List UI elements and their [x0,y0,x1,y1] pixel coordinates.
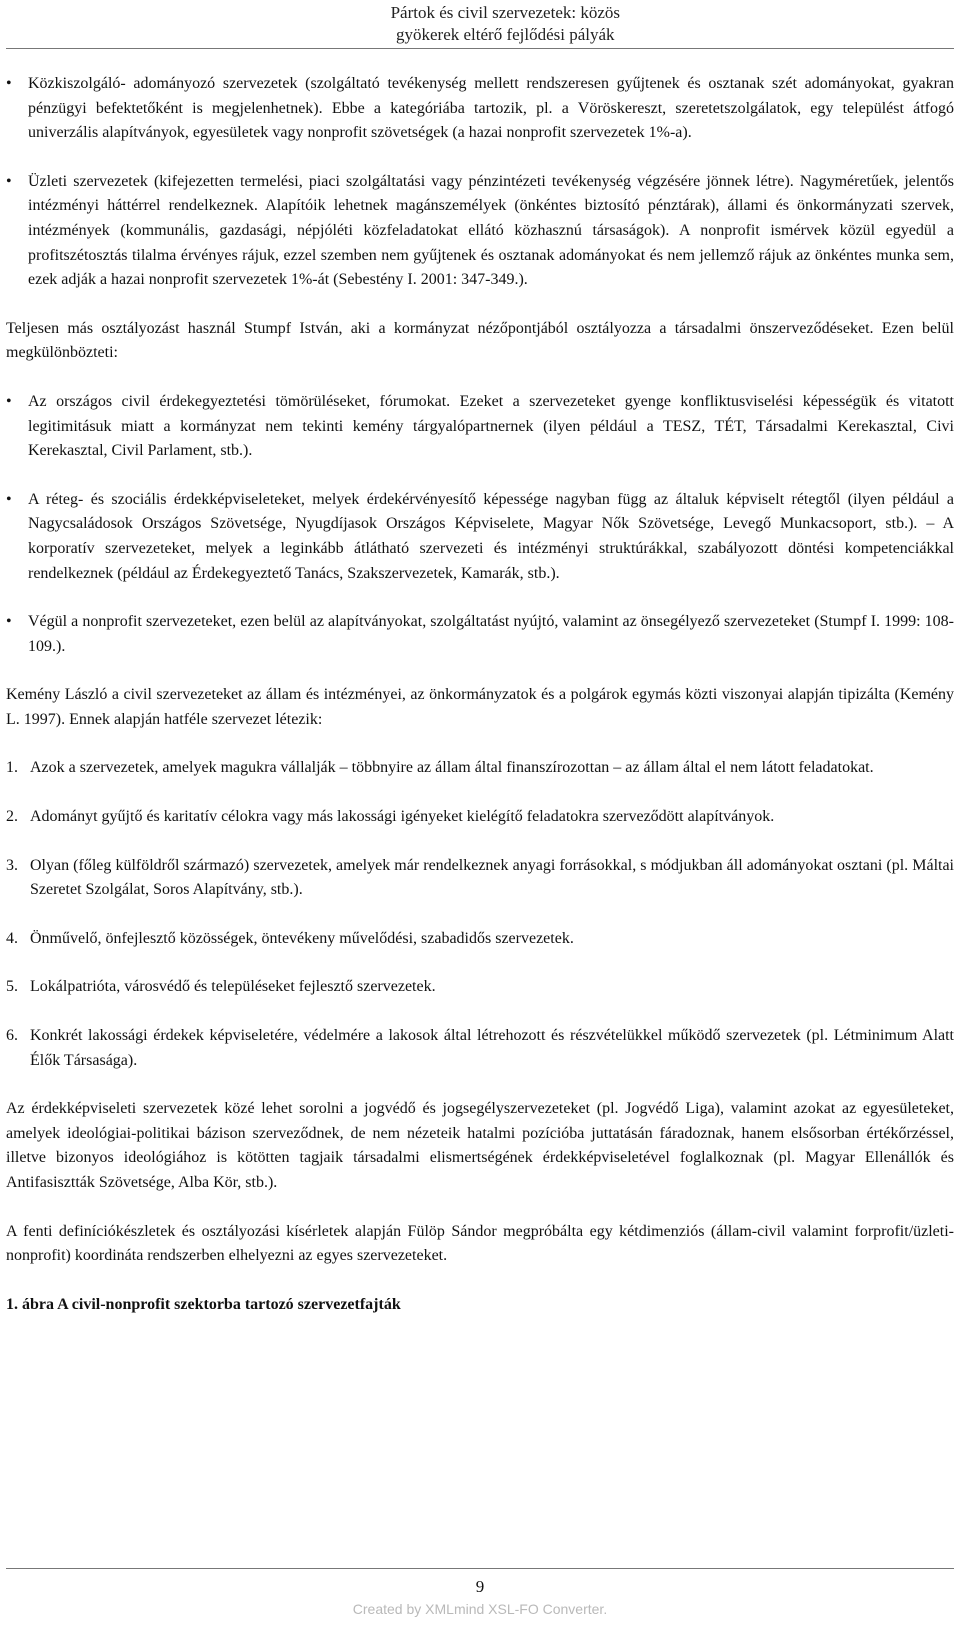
bullet-text: Végül a nonprofit szervezeteket, ezen belül az alapítványokat, szolgáltatást nyújtó, valamint az önsegélyező szervezeteket (Stumpf I. 1999: 108-109.). [28,613,954,655]
bullet-mark: • [6,392,12,410]
item-number: 6. [6,1027,18,1045]
item-text: Konkrét lakossági érdekek képviseletére, védelmére a lakosok által létrehozott és részvételükkel működő szervezetek (pl. Létminimum Alatt Élők Társasága). [30,1027,954,1069]
item-number: 5. [6,978,18,996]
bullet-text: A réteg- és szociális érdekképviseleteket, melyek érdekérvényesítő képessége nagyban függ az általuk képviselt rétegtől (ilyen például a Nagycsaládosok Országos Szövetsége, Nyugdíjasok Országos Képviselete, Magyar Nők Szövetsége, Levegő Munkacsoport, stb.). – A korporatív szervezeteket, melyek a leginkább átlátható szervezeti és intézményi struktúrákkal, szabályozott döntési kompetenciákkal rendelkeznek (például az Érdekegyeztető Tanács, Szakszervezetek, Kamarák, stb.). [28,490,954,582]
figure-caption: 1. ábra A civil-nonprofit szektorba tartozó szervezetfajták [6,1295,401,1313]
bullet-item [6,488,954,586]
item-text: Olyan (főleg külföldről származó) szervezetek, amelyek már rendelkeznek anyagi forrásokkal, s módjukban áll adományokat osztani (pl. Máltai Szeretet Szolgálat, Soros Alapítvány, stb.). [30,856,954,899]
paragraph-fulop: A fenti definíciókészletek és osztályozási kísérletek alapján Fülöp Sándor megpróbálta egy kétdimenziós (állam-civil valamint forprofit/üzleti-nonprofit) koordináta rendszerben elhelyezni az egyes szervezeteket. [6,1222,954,1265]
bullet-text: Közkiszolgáló- adományozó szervezetek (szolgáltató tevékenység mellett rendszeresen gyűjtenek és osztanak szét adományokat, gyakran pénzügyi befektetőként is megjelenhetnek). Ebbe a kategóriába tartozik, pl. a Vöröskereszt, szeretetszolgálatok, egy települést átfogó univerzális alapítványok, egyesületek vagy nonprofit szövetségek (a hazai nonprofit szervezetek 1%-a). [28,75,954,142]
numbered-item [6,854,954,903]
bullet-text: Üzleti szervezetek (kifejezetten termelési, piaci szolgáltatási vagy pénzintézeti tevékenység végzésére jönnek létre). Nagyméretűek, jelentős intézményi háttérrel rendelkeznek. Alapítóik lehetnek magánszemélyek (önkéntes biztosító pénztárak), állami és önkormányzati szervek, intézmények (kommunális, gazdasági, népjóléti közfeladatokat ellátó közhasznú társaságok). A nonprofit ismérvek közül egyedül a profitszétosztás tilalma érvényes rájuk, ezzel szemben nem gyűjtenek és osztanak adományokat és nem jellemző rájuk az önkéntes munka sem, ezek adják a hazai nonprofit szervezetek 1%-át (Sebestény I. 2001: 347-349.). [28,172,954,289]
item-number: 1. [6,759,18,777]
header-divider [6,48,954,49]
item-text: Azok a szervezetek, amelyek magukra vállalják – többnyire az állam által finanszírozottan – az állam által el nem látott feladatokat. [30,759,874,777]
item-text: Önművelő, önfejlesztő közösségek, öntevékeny művelődési, szabadidős szervezetek. [30,929,574,947]
bullet-item [6,170,954,293]
running-header [391,2,620,46]
item-number: 4. [6,929,18,947]
numbered-item [6,756,954,781]
numbered-item [6,975,954,1000]
item-text: Lokálpatrióta, városvédő és településeket fejlesztő szervezetek. [30,978,436,996]
bullet-item [6,610,954,659]
bullet-mark: • [6,172,12,190]
bullet-item [6,72,954,146]
paragraph-erdekkepviseleti: Az érdekképviseleti szervezetek közé lehet sorolni a jogvédő és jogsegélyszervezeteket (pl. Jogvédő Liga), valamint azokat az egyesületeket, amelyek ideológiai-politikai bázison szerveződnek, de nem nézeteik hatalmi pozícióba juttatásán fáradoznak, hanem elsősorban értékőrzéssel, illetve bizonyos ideológiához is kötötten tagjaik társadalmi elismertségének érdekképviseletével foglalkoznak (pl. Magyar Ellenállók és Antifasisztták Szövetsége, Alba Kör, stb.). [6,1100,954,1191]
numbered-item [6,1024,954,1073]
item-text: Adományt gyűjtő és karitatív célokra vagy más lakossági igényeket kielégítő feladatokra szerveződött alapítványok. [30,808,775,826]
numbered-item [6,805,954,830]
bullet-mark: • [6,75,12,92]
page-number: 9 [475,1577,485,1596]
bullet-mark: • [6,490,12,508]
bullet-mark: • [6,613,12,631]
bullet-item [6,390,954,464]
paragraph-stumpf: Teljesen más osztályozást használ Stumpf István, aki a kormányzat nézőpontjából osztályozza a társadalmi önszerveződéseket. Ezen belül megkülönbözteti: [6,319,954,362]
item-number: 2. [6,808,18,826]
bullet-text: Az országos civil érdekegyeztetési tömörüléseket, fórumokat. Ezeket a szervezeteket gyenge konfliktusviselési képességük és vitatott legitimitásuk miatt a kormányzat nem tekinti kemény tárgyalópartnernek (ilyen például a TESZ, TÉT, Társadalmi Kerekasztal, Civi Kerekasztal, Civil Parlament, stb.). [28,392,954,460]
footer-divider [6,1568,954,1569]
header-line-2: gyökerek eltérő fejlődési pályák [396,25,615,44]
converter-watermark: Created by XMLmind XSL-FO Converter. [352,1601,608,1617]
header-line-1: Pártok és civil szervezetek: közös [390,3,620,22]
paragraph-kemeny: Kemény László a civil szervezeteket az állam és intézményei, az önkormányzatok és a polgárok egymás közti viszonyai alapján tipizálta (Kemény L. 1997). Ennek alapján hatféle szervezet létezik: [6,686,954,728]
page-body [6,72,954,1317]
numbered-item [6,927,954,952]
item-number: 3. [6,856,18,874]
